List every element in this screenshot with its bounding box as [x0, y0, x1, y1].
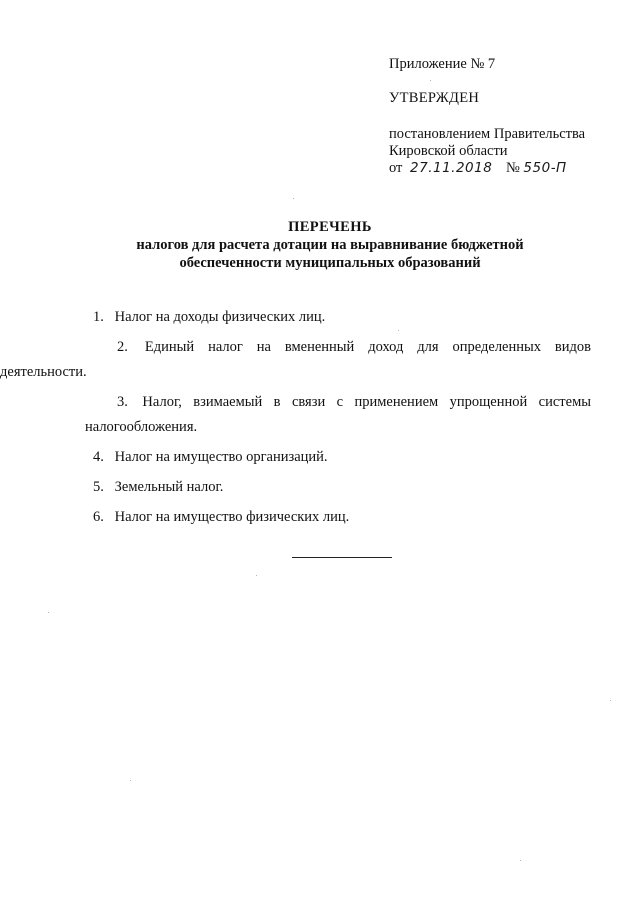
- scan-speck: [398, 330, 399, 331]
- list-item: [93, 448, 591, 467]
- list-item: [117, 393, 591, 412]
- item-text: Налог, взимаемый в связи с применением упрощенной системы: [142, 394, 591, 410]
- item-number: 5.: [93, 479, 104, 495]
- tax-list: [0, 308, 591, 538]
- closing-separator-line: [292, 557, 392, 558]
- item-number: 4.: [93, 449, 104, 465]
- item-continuation-text: деятельности.: [0, 364, 87, 380]
- list-item: [93, 308, 591, 327]
- item-text: Земельный налог.: [114, 479, 224, 495]
- scan-speck: [520, 860, 521, 861]
- appendix-label: Приложение № 7: [389, 56, 496, 72]
- scan-speck: [130, 780, 131, 781]
- item-text: Налог на доходы физических лиц.: [114, 309, 326, 325]
- list-item-continuation: [85, 418, 591, 437]
- title-line-1: налогов для расчета дотации на выравнивание бюджетной: [136, 237, 524, 253]
- scan-speck: [256, 575, 257, 576]
- approval-stamp-block: [389, 56, 619, 177]
- date-prefix: от: [389, 160, 403, 176]
- item-number: 2.: [117, 339, 128, 355]
- list-item-continuation: [0, 363, 591, 382]
- handwritten-number: 550-П: [523, 160, 567, 176]
- decree-date-line: [389, 160, 619, 177]
- list-item: [93, 508, 591, 527]
- scan-speck: [293, 198, 294, 199]
- item-text: Налог на имущество организаций.: [114, 449, 328, 465]
- number-prefix: №: [505, 160, 520, 176]
- scan-speck: [48, 612, 49, 613]
- scan-speck: [430, 80, 431, 81]
- item-number: 3.: [117, 394, 128, 410]
- item-number: 1.: [93, 309, 104, 325]
- item-number: 6.: [93, 509, 104, 525]
- handwritten-date: 27.11.2018: [410, 160, 493, 176]
- item-continuation-text: налогообложения.: [85, 419, 198, 435]
- document-title: [60, 218, 600, 272]
- list-item: [93, 478, 591, 497]
- item-text: Единый налог на вмененный доход для определенных видов: [144, 339, 591, 355]
- item-text: Налог на имущество физических лиц.: [114, 509, 350, 525]
- title-heading: ПЕРЕЧЕНЬ: [288, 219, 372, 235]
- list-item: [117, 338, 591, 357]
- scan-speck: [610, 700, 611, 701]
- title-line-2: обеспеченности муниципальных образований: [179, 255, 481, 271]
- decree-line-2: Кировской области: [389, 143, 508, 159]
- decree-line-1: постановлением Правительства: [389, 126, 586, 142]
- approved-label: УТВЕРЖДЕН: [389, 90, 480, 106]
